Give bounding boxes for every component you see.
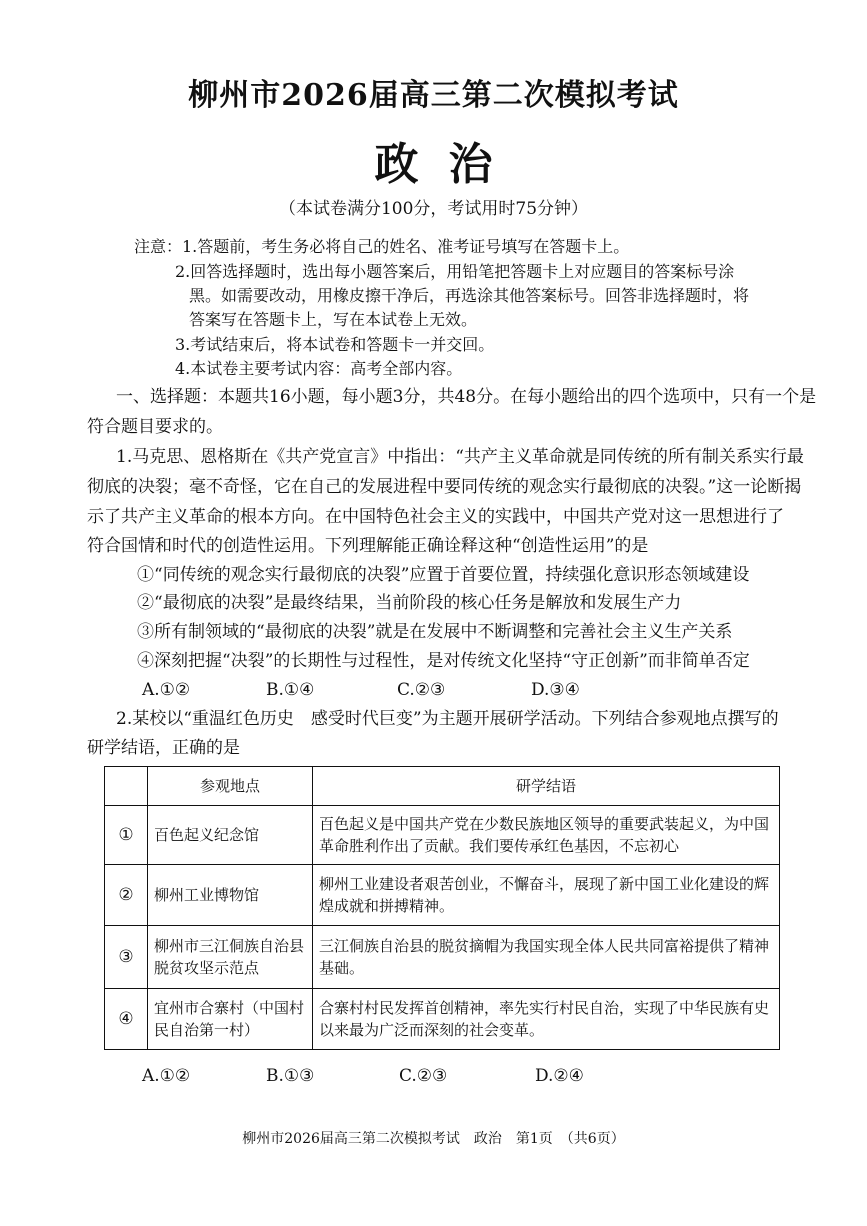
note-line-1: 注意：1.答题前，考生务必将自己的姓名、准考证号填写在答题卡上。 (134, 237, 630, 256)
table-header-row (105, 767, 780, 806)
q1-stem-line-2: 彻底的决裂；毫不奇怪，它在自己的发展进程中要同传统的观念实行最彻底的决裂。”这一论断揭 (87, 477, 802, 497)
row-conclusion: 柳州工业建设者艰苦创业，不懈奋斗，展现了新中国工业化建设的辉煌成就和拼搏精神。 (313, 865, 780, 926)
table-header-conclusion: 研学结语 (313, 767, 780, 806)
table-row (105, 806, 780, 865)
q1-statement-3: ③所有制领域的“最彻底的决裂”就是在发展中不断调整和完善社会主义生产关系 (137, 622, 733, 642)
row-number: ① (105, 806, 148, 865)
row-number: ② (105, 865, 148, 926)
q1-option-b: B.①④ (266, 680, 315, 700)
table-header-place: 参观地点 (148, 767, 313, 806)
section-heading-line-1: 一、选择题：本题共16小题，每小题3分，共48分。在每小题给出的四个选项中，只有一个是 (116, 387, 817, 407)
q1-statement-2: ②“最彻底的决裂”是最终结果，当前阶段的核心任务是解放和发展生产力 (137, 593, 682, 613)
table-row (105, 926, 780, 989)
q2-option-d: D.②④ (535, 1066, 584, 1086)
q1-stem-line-3: 示了共产主义革命的根本方向。在中国特色社会主义的实践中，中国共产党对这一思想进行了 (87, 507, 784, 527)
row-place: 百色起义纪念馆 (148, 806, 313, 865)
row-conclusion: 三江侗族自治县的脱贫摘帽为我国实现全体人民共同富裕提供了精神基础。 (313, 926, 780, 989)
q2-option-c: C.②③ (399, 1066, 448, 1086)
note-line-4: 答案写在答题卡上，写在本试卷上无效。 (189, 310, 478, 329)
score-info: （本试卷满分100分，考试用时75分钟） (278, 199, 589, 219)
table-row (105, 989, 780, 1050)
q1-option-a: A.①② (142, 680, 191, 700)
row-place: 柳州工业博物馆 (148, 865, 313, 926)
q1-stem-line-4: 符合国情和时代的创造性运用。下列理解能正确诠释这种“创造性运用”的是 (87, 536, 649, 556)
q1-statement-1: ①“同传统的观念实行最彻底的决裂”应置于首要位置，持续强化意识形态领域建设 (137, 565, 750, 585)
row-place: 宜州市合寨村（中国村民自治第一村） (148, 989, 313, 1050)
row-number: ③ (105, 926, 148, 989)
row-place: 柳州市三江侗族自治县脱贫攻坚示范点 (148, 926, 313, 989)
table-header-num (105, 767, 148, 806)
q1-statement-4: ④深刻把握“决裂”的长期性与过程性，是对传统文化坚持“守正创新”而非简单否定 (137, 651, 750, 671)
note-line-3: 黑。如需要改动，用橡皮擦干净后，再选涂其他答案标号。回答非选择题时，将 (189, 286, 750, 305)
page-footer: 柳州市2026届高三第二次模拟考试 政治 第1页 （共6页） (242, 1131, 625, 1147)
note-line-5: 3.考试结束后，将本试卷和答题卡一并交回。 (175, 335, 495, 354)
subject-title: 政治 (374, 139, 523, 190)
q1-option-d: D.③④ (531, 680, 580, 700)
note-line-6: 4.本试卷主要考试内容：高考全部内容。 (175, 359, 463, 378)
row-number: ④ (105, 989, 148, 1050)
exam-title: 柳州市2026届高三第二次模拟考试 (188, 78, 679, 113)
q2-option-a: A.①② (142, 1066, 191, 1086)
section-heading-line-2: 符合题目要求的。 (87, 417, 223, 437)
q1-option-c: C.②③ (397, 680, 446, 700)
q2-stem-line-1: 2.某校以“重温红色历史 感受时代巨变”为主题开展研学活动。下列结合参观地点撰写的 (116, 709, 779, 729)
q2-option-b: B.①③ (266, 1066, 315, 1086)
note-line-2: 2.回答选择题时，选出每小题答案后，用铅笔把答题卡上对应题目的答案标号涂 (175, 262, 735, 281)
row-conclusion: 合寨村村民发挥首创精神，率先实行村民自治，实现了中华民族有史以来最为广泛而深刻的社会变革。 (313, 989, 780, 1050)
table-row (105, 865, 780, 926)
study-table (104, 766, 780, 1050)
row-conclusion: 百色起义是中国共产党在少数民族地区领导的重要武装起义，为中国革命胜利作出了贡献。我们要传承红色基因，不忘初心 (313, 806, 780, 865)
q2-stem-line-2: 研学结语，正确的是 (87, 738, 240, 758)
q1-stem-line-1: 1.马克思、恩格斯在《共产党宣言》中指出：“共产主义革命就是同传统的所有制关系实行最 (116, 447, 804, 467)
